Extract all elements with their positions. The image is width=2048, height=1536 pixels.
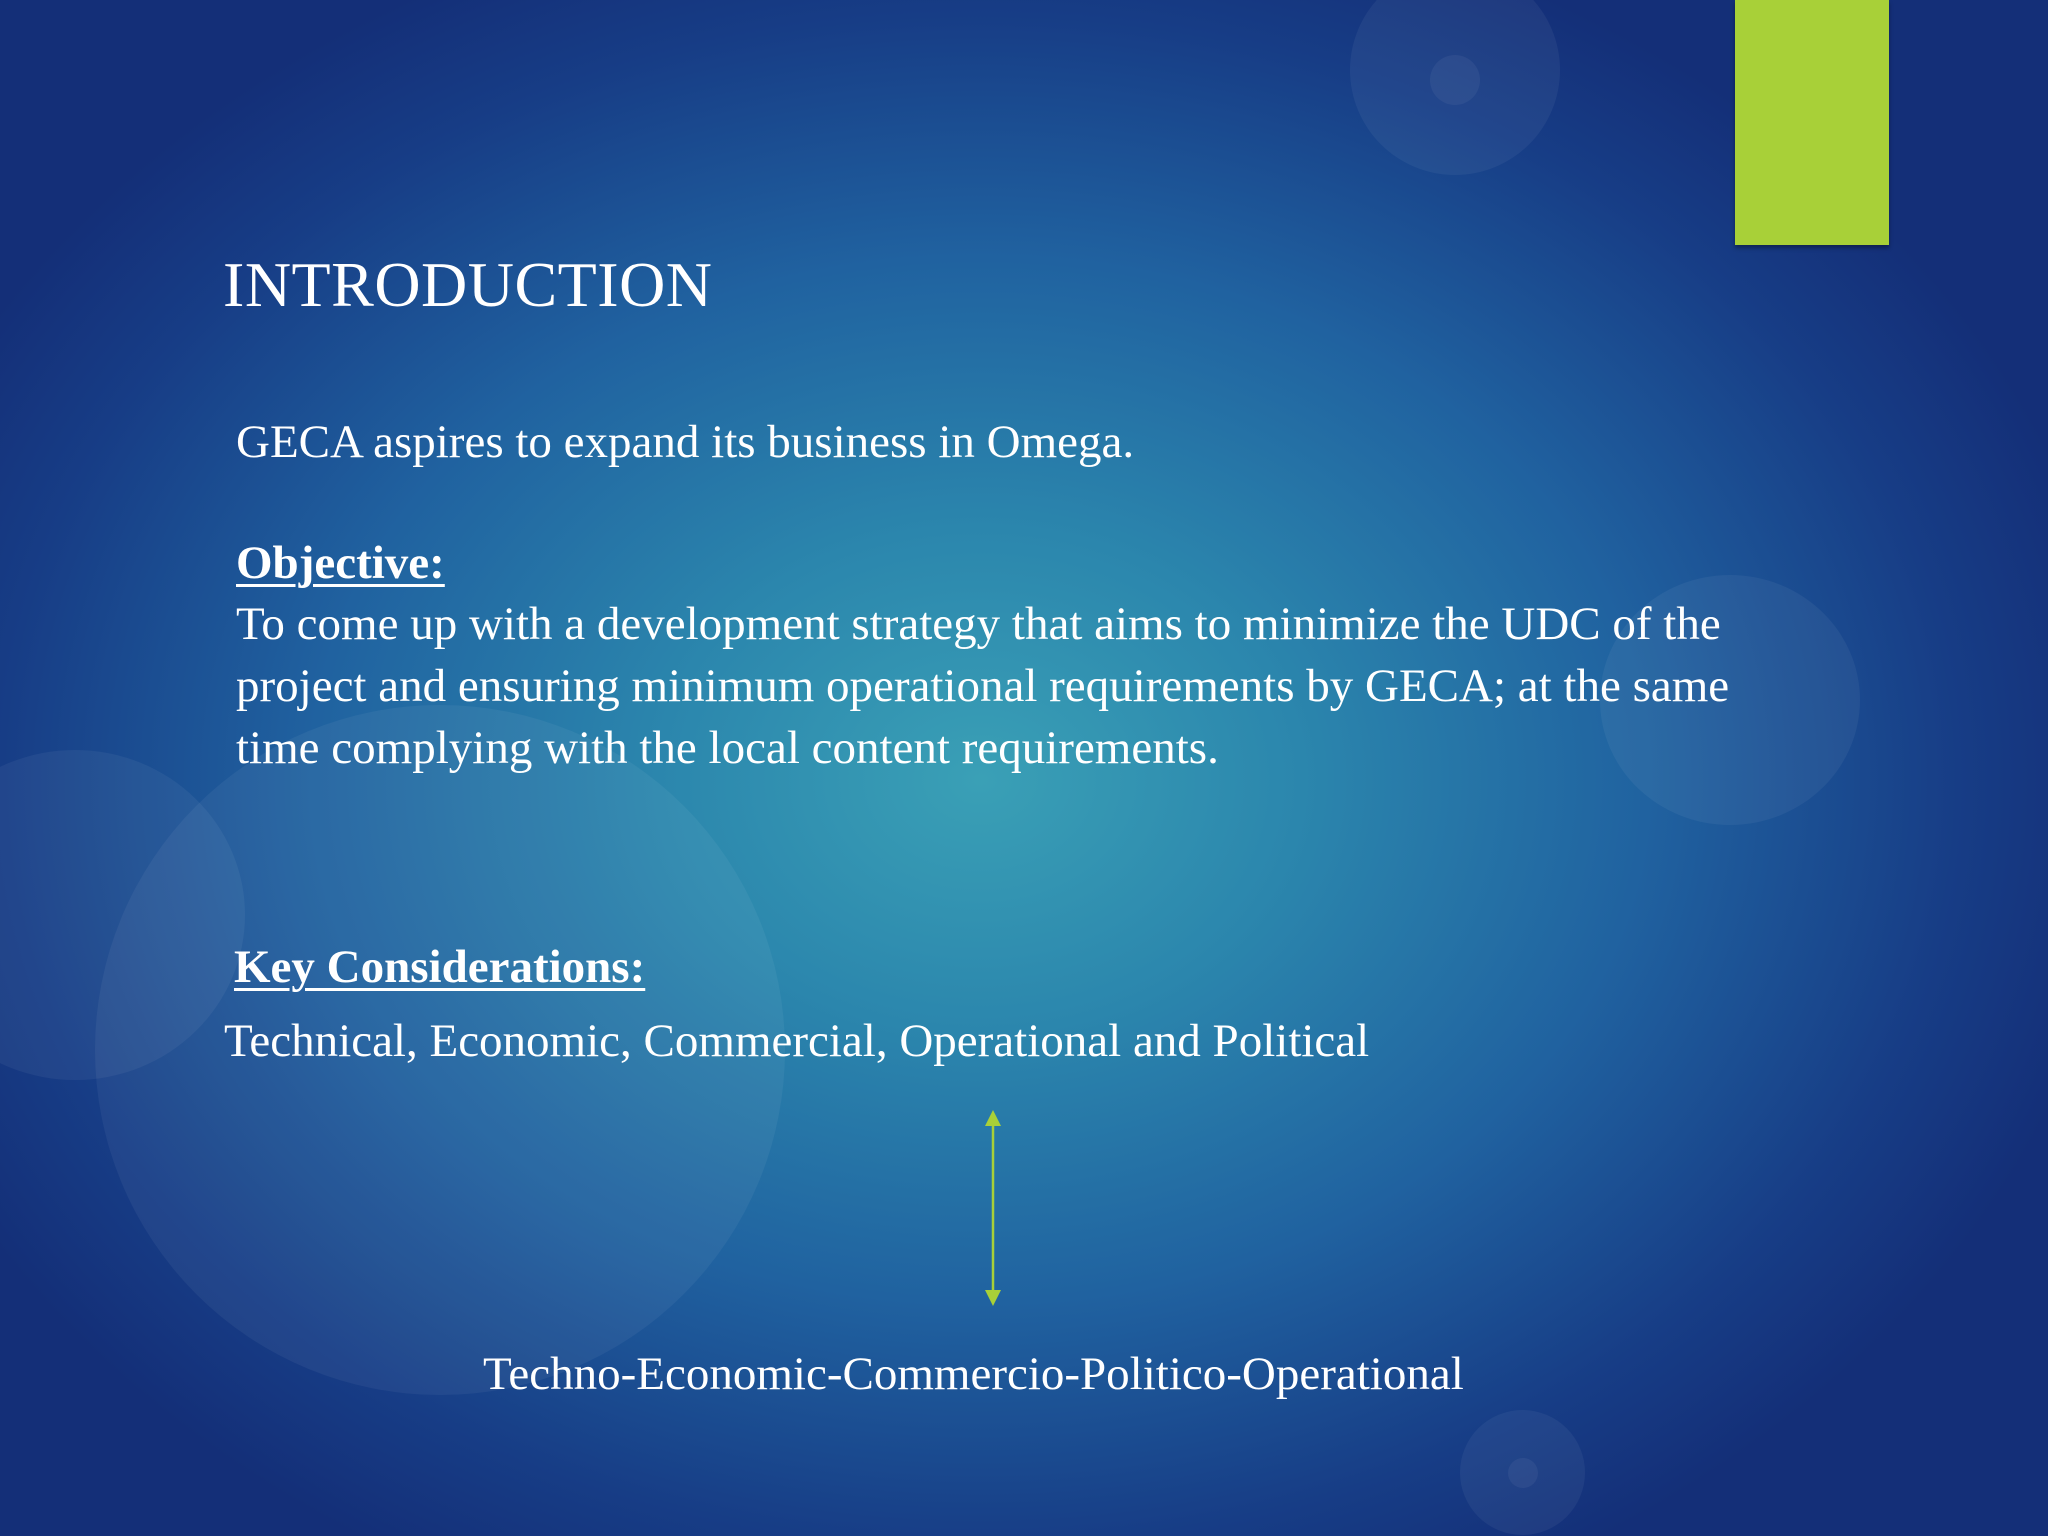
intro-text: GECA aspires to expand its business in Omega.	[236, 416, 1135, 468]
objective-line: time complying with the local content requirements.	[236, 722, 1219, 774]
accent-bar	[1735, 0, 1889, 245]
slide-title: INTRODUCTION	[223, 249, 713, 320]
objective-text	[236, 593, 1916, 779]
key-considerations-heading: Key Considerations:	[234, 941, 646, 993]
key-considerations-text: Technical, Economic, Commercial, Operational and Political	[224, 1015, 1370, 1067]
summary-text: Techno-Economic-Commercio-Politico-Operational	[483, 1348, 1464, 1400]
double-headed-arrow-icon	[982, 1110, 1004, 1306]
bokeh-dot-bottom-right	[1508, 1458, 1538, 1488]
bokeh-dot-top-right	[1430, 55, 1480, 105]
objective-heading: Objective:	[236, 537, 445, 589]
objective-line: To come up with a development strategy that aims to minimize the UDC of the	[236, 598, 1721, 650]
objective-line: project and ensuring minimum operational requirements by GECA; at the same	[236, 660, 1730, 712]
